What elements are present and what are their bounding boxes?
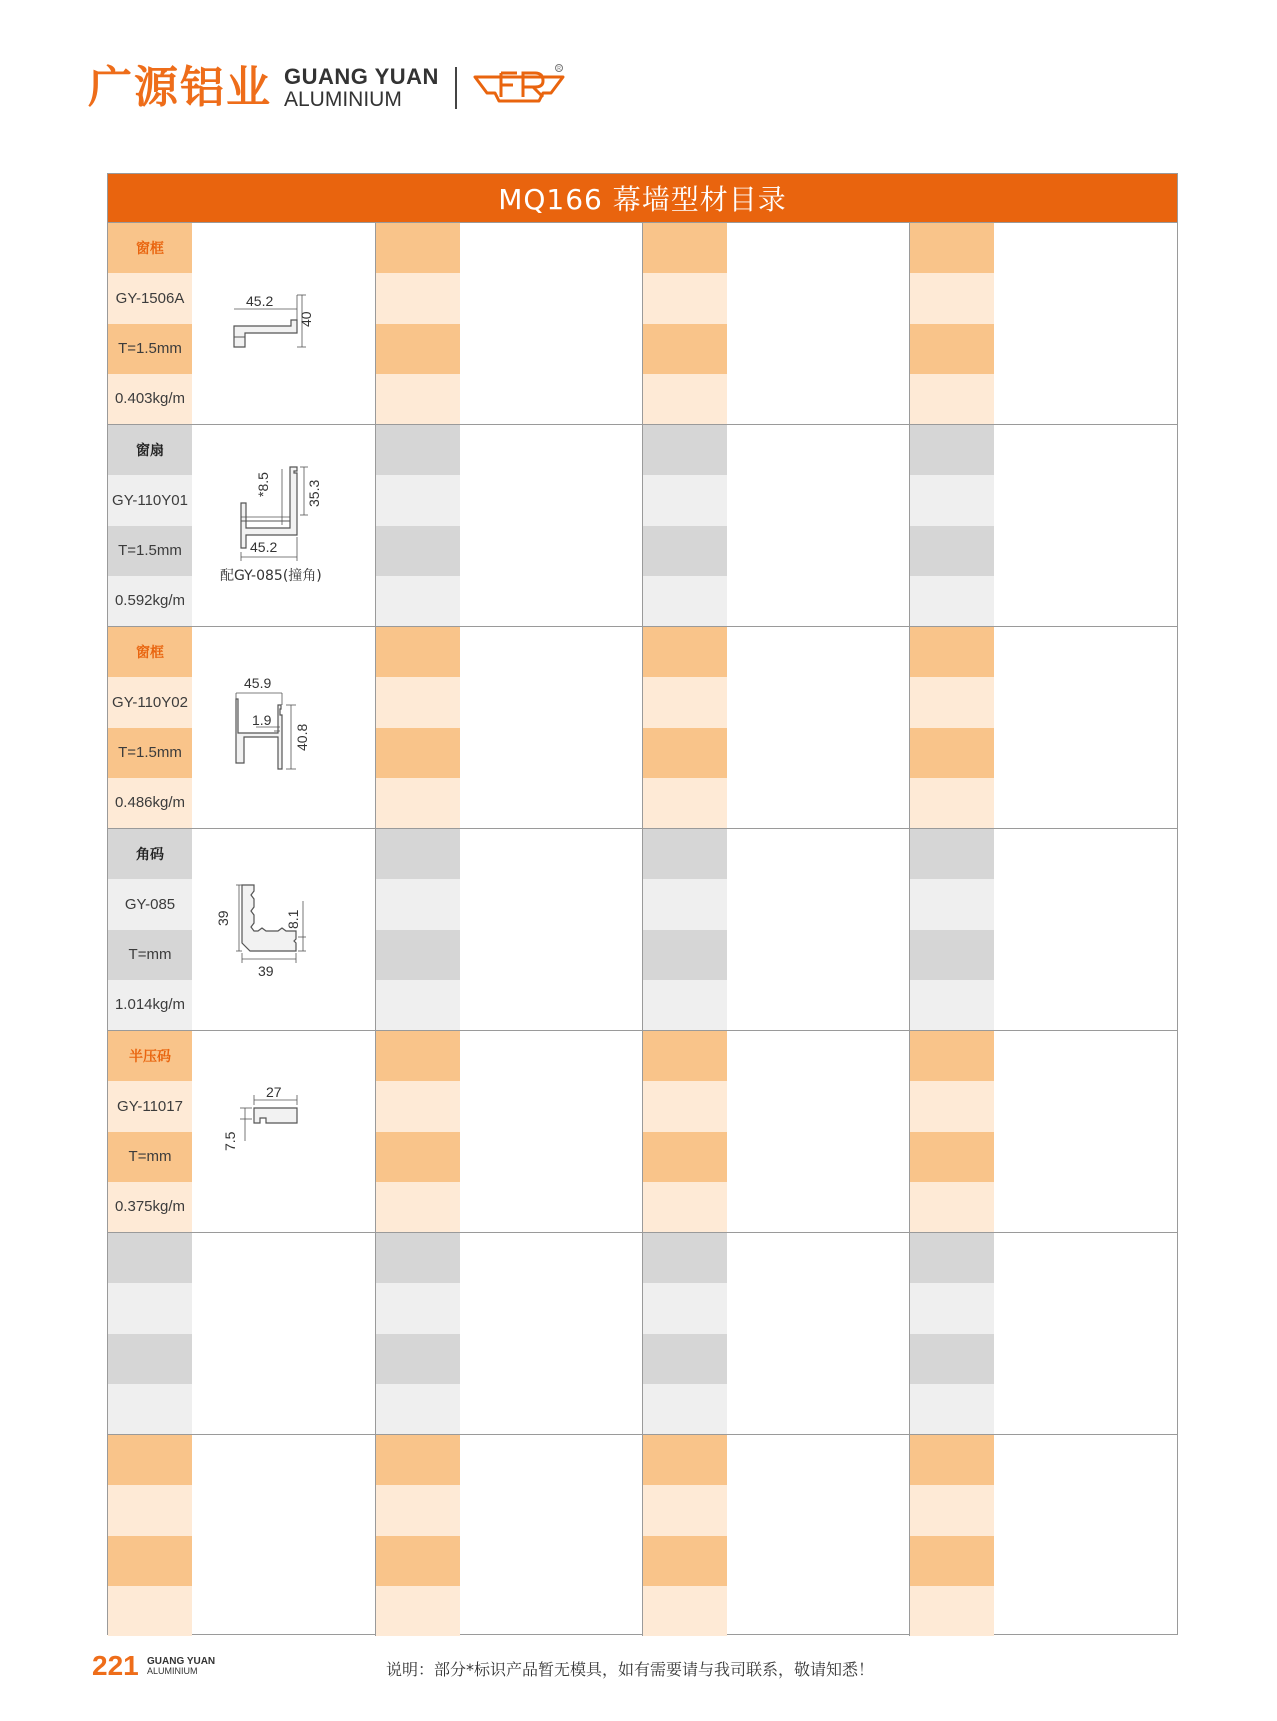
catalog-row — [108, 1030, 1177, 1232]
empty-label-column — [643, 1031, 727, 1232]
product-thickness: T=1.5mm — [108, 324, 192, 374]
product-code: GY-110Y02 — [108, 677, 192, 727]
empty-label-column — [910, 425, 994, 626]
dimension-width: 27 — [266, 1084, 282, 1100]
product-code: GY-110Y01 — [108, 475, 192, 525]
catalog-row — [108, 222, 1177, 424]
empty-label-column — [910, 627, 994, 828]
brand-name-cn: 广源铝业 — [88, 62, 272, 113]
gy-crown-logo-icon — [471, 63, 567, 113]
profile-drawing — [194, 829, 374, 1030]
product-label-column — [108, 627, 192, 828]
empty-cell — [642, 1435, 909, 1636]
product-code: GY-085 — [108, 879, 192, 929]
empty-cell — [909, 223, 1176, 424]
empty-cell — [642, 223, 909, 424]
product-cell — [108, 829, 375, 1030]
empty-cell — [642, 425, 909, 626]
footer-brand-line2: ALUMINIUM — [147, 1666, 198, 1676]
empty-cell — [375, 627, 642, 828]
product-thickness: T=1.5mm — [108, 526, 192, 576]
empty-cell — [642, 829, 909, 1030]
svg-text:R: R — [557, 66, 561, 72]
product-cell — [108, 1031, 375, 1232]
product-note: 配GY-085(撞角) — [220, 568, 322, 584]
empty-cell — [642, 627, 909, 828]
empty-cell — [909, 627, 1176, 828]
dimension-width: 45.2 — [250, 539, 278, 555]
empty-label-column — [643, 1233, 727, 1434]
product-name: 半压码 — [108, 1031, 192, 1081]
empty-cell — [375, 1435, 642, 1636]
empty-label-column — [910, 1233, 994, 1434]
dimension-height: 35.3 — [306, 479, 322, 507]
empty-label-column — [376, 829, 460, 1030]
empty-label-column — [108, 1435, 192, 1636]
brand-name-en-line2: ALUMINIUM — [284, 87, 402, 111]
empty-label-column — [376, 627, 460, 828]
dimension-leg-height: 39 — [215, 910, 231, 926]
product-cell — [108, 627, 375, 828]
empty-cell — [642, 1233, 909, 1434]
product-weight: 0.403kg/m — [108, 374, 192, 424]
catalog-row — [108, 828, 1177, 1030]
catalog-row — [108, 626, 1177, 828]
product-name: 窗框 — [108, 627, 192, 677]
product-weight: 0.486kg/m — [108, 778, 192, 828]
dimension-slot-depth: *8.5 — [255, 472, 271, 497]
footer-brand-line1: GUANG YUAN — [147, 1656, 216, 1667]
page-number: 221 — [92, 1650, 139, 1681]
product-label-column — [108, 829, 192, 1030]
product-weight: 0.375kg/m — [108, 1182, 192, 1232]
product-name: 窗框 — [108, 223, 192, 273]
empty-label-column — [643, 829, 727, 1030]
product-weight: 1.014kg/m — [108, 980, 192, 1030]
empty-label-column — [108, 1233, 192, 1434]
empty-label-column — [376, 223, 460, 424]
empty-label-column — [643, 1435, 727, 1636]
empty-label-column — [910, 1031, 994, 1232]
product-code: GY-11017 — [108, 1081, 192, 1131]
empty-cell — [909, 1233, 1176, 1434]
empty-cell — [642, 1031, 909, 1232]
catalog-row — [108, 1434, 1177, 1636]
catalog-row — [108, 424, 1177, 626]
footer-brand — [147, 1656, 215, 1677]
product-label-column — [108, 425, 192, 626]
empty-label-column — [910, 829, 994, 1030]
empty-cell — [375, 425, 642, 626]
product-thickness: T=mm — [108, 1132, 192, 1182]
dimension-leg-width: 39 — [258, 963, 274, 979]
product-weight: 0.592kg/m — [108, 576, 192, 626]
empty-cell — [375, 1233, 642, 1434]
product-label-column — [108, 1031, 192, 1232]
empty-label-column — [643, 627, 727, 828]
empty-cell — [375, 1031, 642, 1232]
empty-label-column — [910, 1435, 994, 1636]
profile-drawing — [194, 425, 374, 626]
brand-header — [88, 58, 567, 118]
profile-drawing — [194, 223, 374, 424]
brand-name-en — [284, 65, 439, 110]
dimension-height: 40 — [298, 311, 314, 327]
product-cell — [108, 223, 375, 424]
profile-section-shape — [254, 1108, 297, 1123]
profile-section-shape — [236, 699, 282, 769]
brand-name-en-line1: GUANG YUAN — [284, 64, 439, 90]
product-name: 窗扇 — [108, 425, 192, 475]
empty-cell — [375, 223, 642, 424]
empty-label-column — [376, 1233, 460, 1434]
dimension-width: 45.2 — [246, 293, 274, 309]
product-cell — [108, 425, 375, 626]
empty-label-column — [643, 223, 727, 424]
dimension-thickness: 8.1 — [285, 909, 301, 929]
empty-cell — [108, 1233, 375, 1434]
catalog-table — [107, 173, 1178, 1635]
profile-drawing — [194, 1031, 374, 1232]
brand-divider — [455, 67, 457, 109]
footer-note: 说明：部分*标识产品暂无模具，如有需要请与我司联系，敬请知悉！ — [386, 1660, 875, 1679]
empty-label-column — [376, 425, 460, 626]
dimension-height: 7.5 — [222, 1131, 238, 1151]
catalog-title: MQ166 幕墙型材目录 — [108, 174, 1177, 222]
empty-label-column — [376, 1435, 460, 1636]
product-code: GY-1506A — [108, 273, 192, 323]
empty-cell — [375, 829, 642, 1030]
empty-cell — [909, 1031, 1176, 1232]
product-name: 角码 — [108, 829, 192, 879]
product-label-column — [108, 223, 192, 424]
dimension-width: 45.9 — [244, 675, 272, 691]
empty-label-column — [643, 425, 727, 626]
empty-cell — [909, 425, 1176, 626]
empty-label-column — [376, 1031, 460, 1232]
empty-cell — [909, 829, 1176, 1030]
profile-drawing — [194, 627, 374, 828]
profile-section-shape — [234, 320, 297, 347]
dimension-gap: 1.9 — [252, 712, 272, 728]
empty-cell — [108, 1435, 375, 1636]
dimension-height: 40.8 — [294, 723, 310, 751]
empty-cell — [909, 1435, 1176, 1636]
empty-label-column — [910, 223, 994, 424]
product-thickness: T=mm — [108, 930, 192, 980]
catalog-row — [108, 1232, 1177, 1434]
product-thickness: T=1.5mm — [108, 728, 192, 778]
